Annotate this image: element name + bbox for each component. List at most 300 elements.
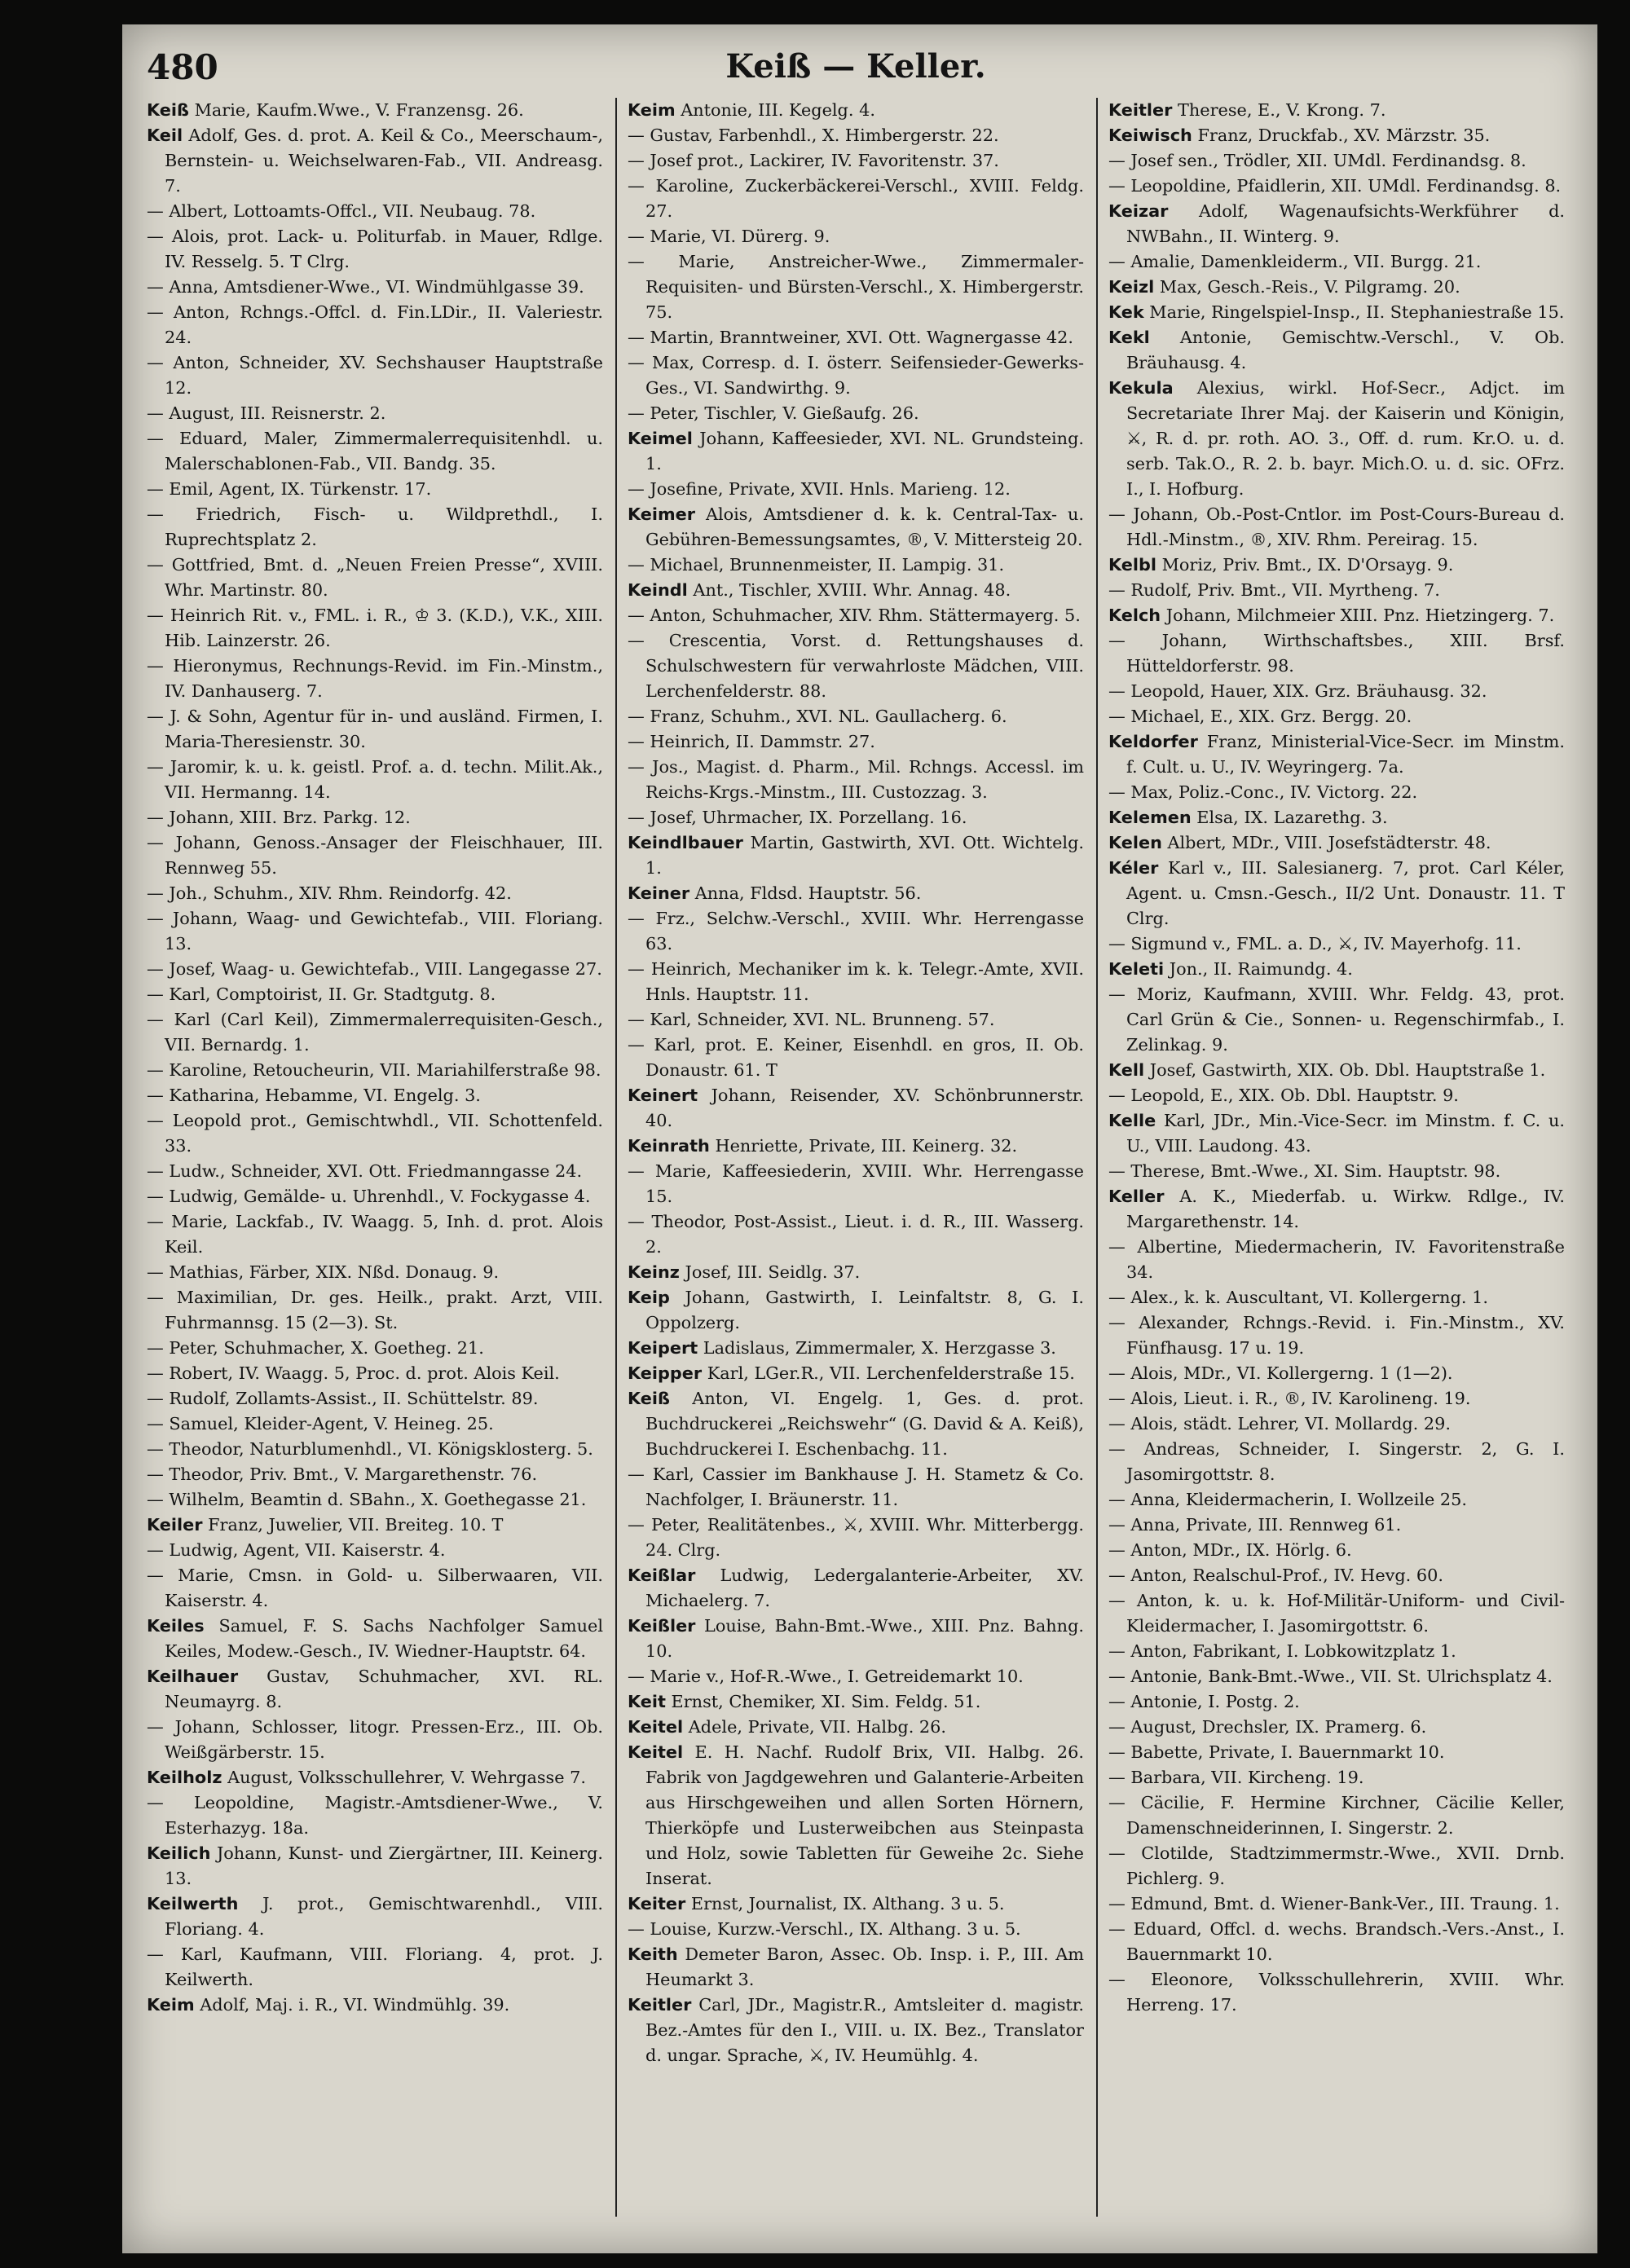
directory-entry <box>147 350 603 401</box>
directory-entry <box>1108 1917 1565 1967</box>
entry-text: — Karl, Kaufmann, VIII. Floriang. 4, prot. J. Keilwerth. <box>147 1944 603 1989</box>
directory-entry <box>147 1563 603 1614</box>
entry-headword: Keitler <box>1108 100 1173 120</box>
entry-headword: Keitel <box>628 1717 684 1737</box>
directory-entry <box>147 401 603 426</box>
entry-headword: Kelch <box>1108 606 1161 625</box>
entry-headword: Keip <box>628 1288 670 1307</box>
entry-text: — Barbara, VII. Kircheng. 19. <box>1108 1768 1364 1787</box>
entry-headword: Kekula <box>1108 378 1174 398</box>
directory-entry <box>1108 1437 1565 1487</box>
directory-entry <box>628 1513 1084 1563</box>
entry-text: Antonie, III. Kegelg. 4. <box>675 100 875 120</box>
entry-text: — Johann, Schlosser, litogr. Pressen-Erz., III. Ob. Weißgärberstr. 15. <box>147 1717 603 1762</box>
column-1 <box>147 98 603 2233</box>
entry-headword: Kelle <box>1108 1111 1156 1130</box>
entry-text: — Marie, Anstreicher-Wwe., Zimmermaler-Requisiten- und Bürsten-Verschl., X. Himbergerstr. 75. <box>628 252 1084 322</box>
directory-entry <box>147 1891 603 1942</box>
entry-text: — Heinrich, II. Dammstr. 27. <box>628 732 875 751</box>
entry-text: — Karl, Schneider, XVI. NL. Brunneng. 57. <box>628 1010 995 1029</box>
entry-text: Alexius, wirkl. Hof-Secr., Adjct. im Secretariate Ihrer Maj. der Kaiserin und Königin, ⚔, R. d. pr. roth. AO. 3., Off. d. rum. Kr.O. u. d. serb. Tak.O., R. 2. b. bayr. Mich.O. u. d. sic. OFrz. I., I. Hofburg. <box>1126 378 1565 499</box>
entry-text: Franz, Druckfab., XV. Märzstr. 35. <box>1192 126 1491 145</box>
entry-headword: Keindl <box>628 580 688 600</box>
directory-entry <box>147 502 603 553</box>
entry-headword: Keilhauer <box>147 1667 239 1686</box>
directory-entry <box>147 1487 603 1513</box>
directory-entry <box>628 1007 1084 1033</box>
entry-text: — Anton, Schuhmacher, XIV. Rhm. Stättermayerg. 5. <box>628 606 1081 625</box>
entry-text: — Josef, Waag- u. Gewichtefab., VIII. Langegasse 27. <box>147 959 602 979</box>
directory-entry <box>628 1563 1084 1614</box>
directory-entry <box>628 1209 1084 1260</box>
entry-text: — Alois, städt. Lehrer, VI. Mollardg. 29. <box>1108 1414 1451 1433</box>
entry-text: — Alois, prot. Lack- u. Politurfab. in Mauer, Rdlge. IV. Resselg. 5. T Clrg. <box>147 227 603 271</box>
entry-text: — Louise, Kurzw.-Verschl., IX. Althang. 3 u. 5. <box>628 1919 1021 1939</box>
directory-entry <box>1108 780 1565 805</box>
page-number: 480 <box>147 47 218 87</box>
directory-entry <box>1108 325 1565 376</box>
directory-entry <box>1108 1967 1565 2018</box>
directory-entry <box>147 1361 603 1386</box>
entry-text: — Anna, Amtsdiener-Wwe., VI. Windmühlgasse 39. <box>147 277 584 297</box>
entry-text: — Theodor, Post-Assist., Lieut. i. d. R., III. Wasserg. 2. <box>628 1212 1084 1257</box>
directory-entry <box>628 1740 1084 1891</box>
entry-headword: Keiwisch <box>1108 126 1192 145</box>
directory-entry <box>147 1108 603 1159</box>
entry-text: Gustav, Schuhmacher, XVI. RL. Neumayrg. 8. <box>165 1667 603 1711</box>
entry-text: — Leopold prot., Gemischtwhdl., VII. Schottenfeld. 33. <box>147 1111 603 1156</box>
entry-text: Johann, Reisender, XV. Schönbrunnerstr. 40. <box>645 1086 1084 1130</box>
directory-entry <box>147 1336 603 1361</box>
entry-text: — Therese, Bmt.-Wwe., XI. Sim. Hauptstr. 98. <box>1108 1161 1501 1181</box>
directory-entry <box>628 704 1084 729</box>
directory-entry <box>628 1285 1084 1336</box>
entry-text: Adolf, Ges. d. prot. A. Keil & Co., Meerschaum-, Bernstein- u. Weichselwaren-Fab., VII. Andreasg. 7. <box>165 126 603 196</box>
directory-entry <box>1108 275 1565 300</box>
entry-text: Franz, Juwelier, VII. Breiteg. 10. T <box>202 1515 504 1535</box>
entry-text: — Gustav, Farbenhdl., X. Himbergerstr. 22. <box>628 126 999 145</box>
entry-text: — Karl, Comptoirist, II. Gr. Stadtgutg. 8. <box>147 984 496 1004</box>
entry-text: — Ludwig, Gemälde- u. Uhrenhdl., V. Fockygasse 4. <box>147 1187 591 1206</box>
directory-entry <box>147 1260 603 1285</box>
directory-entry <box>147 1184 603 1209</box>
entry-text: Henriette, Private, III. Keinerg. 32. <box>709 1136 1018 1156</box>
entry-text: — Anton, Schneider, XV. Sechshauser Hauptstraße 12. <box>147 353 603 398</box>
entry-headword: Keldorfer <box>1108 732 1198 751</box>
directory-entry <box>1108 628 1565 679</box>
directory-entry <box>147 654 603 704</box>
entry-text: J. prot., Gemischtwarenhdl., VIII. Floriang. 4. <box>165 1894 603 1939</box>
entry-text: — Albertine, Miedermacherin, IV. Favoritenstraße 34. <box>1108 1237 1565 1282</box>
column-divider <box>1096 98 1098 2217</box>
column-3 <box>1108 98 1565 2233</box>
directory-entry <box>1108 1740 1565 1765</box>
entry-text: — Anna, Kleidermacherin, I. Wollzeile 25. <box>1108 1490 1468 1509</box>
entry-text: — Johann, Ob.-Post-Cntlor. im Post-Cours-Bureau d. Hdl.-Minstm., ®, XIV. Rhm. Pereirag. 15. <box>1108 504 1565 549</box>
entry-text: Moriz, Priv. Bmt., IX. D'Orsayg. 9. <box>1156 555 1454 575</box>
entry-text: — Anton, MDr., IX. Hörlg. 6. <box>1108 1540 1352 1560</box>
entry-text: Elsa, IX. Lazarethg. 3. <box>1191 808 1388 827</box>
directory-entry <box>1108 1841 1565 1891</box>
directory-entry <box>1108 830 1565 856</box>
entry-text: — Franz, Schuhm., XVI. NL. Gaullacherg. 6. <box>628 707 1007 726</box>
directory-entry <box>628 1159 1084 1209</box>
entry-text: Carl, JDr., Magistr.R., Amtsleiter d. magistr. Bez.-Amtes für den I., VIII. u. IX. Bez., Translator d. ungar. Sprache, ⚔, IV. Heumühlg. 4. <box>645 1995 1084 2065</box>
entry-text: — Antonie, I. Postg. 2. <box>1108 1692 1300 1711</box>
entry-text: Johann, Gastwirth, I. Leinfaltstr. 8, G. I. Oppolzerg. <box>645 1288 1084 1332</box>
directory-entry <box>1108 1310 1565 1361</box>
entry-headword: Keißlar <box>628 1566 696 1585</box>
directory-entry <box>147 275 603 300</box>
directory-entry <box>147 1790 603 1841</box>
directory-entry <box>147 906 603 957</box>
entry-text: August, Volksschullehrer, V. Wehrgasse 7. <box>222 1768 586 1787</box>
directory-entry <box>1108 300 1565 325</box>
directory-entry <box>628 1689 1084 1715</box>
directory-entry <box>147 1841 603 1891</box>
entry-text: Anna, Fldsd. Hauptstr. 56. <box>689 883 922 903</box>
entry-text: — Karoline, Zuckerbäckerei-Verschl., XVIII. Feldg. 27. <box>628 176 1084 221</box>
entry-text: — Josef prot., Lackirer, IV. Favoritenstr. 37. <box>628 151 999 170</box>
entry-text: Anton, VI. Engelg. 1, Ges. d. prot. Buchdruckerei „Reichswehr“ (G. David & A. Keiß), Buchdruckerei I. Eschenbachg. 11. <box>645 1389 1084 1459</box>
entry-text: — Rudolf, Zollamts-Assist., II. Schüttelstr. 89. <box>147 1389 539 1408</box>
entry-headword: Keißler <box>628 1616 696 1636</box>
directory-entry <box>1108 704 1565 729</box>
entry-headword: Keipert <box>628 1338 698 1358</box>
entry-text: — Josef, Uhrmacher, IX. Porzellang. 16. <box>628 808 967 827</box>
directory-entry <box>1108 1664 1565 1689</box>
directory-entry <box>628 123 1084 148</box>
directory-entry <box>628 881 1084 906</box>
entry-text: — Samuel, Kleider-Agent, V. Heineg. 25. <box>147 1414 494 1433</box>
entry-text: — Babette, Private, I. Bauernmarkt 10. <box>1108 1742 1445 1762</box>
directory-entry <box>628 1993 1084 2068</box>
entry-text: Ernst, Chemiker, XI. Sim. Feldg. 51. <box>665 1692 981 1711</box>
entry-headword: Kell <box>1108 1060 1145 1080</box>
directory-entry <box>628 426 1084 477</box>
entry-text: Demeter Baron, Assec. Ob. Insp. i. P., III. Am Heumarkt 3. <box>645 1944 1084 1989</box>
directory-entry <box>1108 578 1565 603</box>
entry-text: — Heinrich Rit. v., FML. i. R., ♔ 3. (K.D.), V.K., XIII. Hib. Lainzerstr. 26. <box>147 606 603 650</box>
entry-text: — Friedrich, Fisch- u. Wildprethdl., I. Ruprechtsplatz 2. <box>147 504 603 549</box>
directory-entry <box>1108 1285 1565 1310</box>
entry-text: — Eduard, Offcl. d. wechs. Brandsch.-Vers.-Anst., I. Bauernmarkt 10. <box>1108 1919 1565 1964</box>
entry-text: Martin, Gastwirth, XVI. Ott. Wichtelg. 1. <box>645 833 1084 878</box>
entry-text: — Johann, XIII. Brz. Parkg. 12. <box>147 808 411 827</box>
directory-entry <box>628 1386 1084 1462</box>
columns-container <box>147 98 1573 2233</box>
entry-headword: Keit <box>628 1692 666 1711</box>
directory-entry <box>147 1664 603 1715</box>
directory-entry <box>1108 1159 1565 1184</box>
entry-text: — Wilhelm, Beamtin d. SBahn., X. Goethegasse 21. <box>147 1490 587 1509</box>
directory-entry <box>147 957 603 982</box>
entry-headword: Keller <box>1108 1187 1165 1206</box>
directory-entry <box>628 957 1084 1007</box>
directory-entry <box>628 1715 1084 1740</box>
entry-headword: Keim <box>147 1995 195 2015</box>
entry-text: — Marie v., Hof-R.-Wwe., I. Getreidemarkt 10. <box>628 1667 1024 1686</box>
entry-headword: Keilwerth <box>147 1894 239 1913</box>
directory-entry <box>628 224 1084 249</box>
directory-entry <box>1108 199 1565 249</box>
directory-entry <box>1108 1689 1565 1715</box>
directory-entry <box>147 1715 603 1765</box>
directory-entry <box>1108 729 1565 780</box>
directory-entry <box>147 881 603 906</box>
directory-entry <box>147 199 603 224</box>
directory-entry <box>628 830 1084 881</box>
entry-text: — J. & Sohn, Agentur für in- und ausländ. Firmen, I. Maria-Theresienstr. 30. <box>147 707 603 751</box>
directory-entry <box>628 249 1084 325</box>
entry-headword: Kekl <box>1108 328 1150 347</box>
directory-entry <box>147 1007 603 1058</box>
directory-entry <box>147 1285 603 1336</box>
directory-entry <box>1108 376 1565 502</box>
directory-entry <box>1108 1790 1565 1841</box>
entry-headword: Keinrath <box>628 1136 710 1156</box>
entry-text: — Theodor, Priv. Bmt., V. Margarethenstr. 76. <box>147 1464 538 1484</box>
entry-text: — Eleonore, Volksschullehrerin, XVIII. Whr. Herreng. 17. <box>1108 1970 1565 2015</box>
entry-headword: Keizl <box>1108 277 1155 297</box>
entry-text: — Alex., k. k. Auscultant, VI. Kollergerng. 1. <box>1108 1288 1488 1307</box>
entry-headword: Keimer <box>628 504 696 524</box>
directory-entry <box>628 148 1084 174</box>
directory-entry <box>1108 805 1565 830</box>
entry-text: — Johann, Wirthschaftsbes., XIII. Brsf. Hütteldorferstr. 98. <box>1108 631 1565 676</box>
directory-entry <box>1108 502 1565 553</box>
entry-text: Adolf, Wagenaufsichts-Werkführer d. NWBahn., II. Winterg. 9. <box>1126 201 1565 246</box>
directory-entry <box>1108 1487 1565 1513</box>
directory-entry <box>147 704 603 755</box>
directory-entry <box>628 603 1084 628</box>
directory-entry <box>147 477 603 502</box>
entry-headword: Kéler <box>1108 858 1159 878</box>
entry-text: Karl, LGer.R., VII. Lerchenfelderstraße 15. <box>702 1363 1075 1383</box>
entry-text: Johann, Milchmeier XIII. Pnz. Hietzingerg. 7. <box>1161 606 1555 625</box>
entry-headword: Keiß <box>628 1389 670 1408</box>
directory-entry <box>1108 1235 1565 1285</box>
entry-text: Max, Gesch.-Reis., V. Pilgramg. 20. <box>1154 277 1460 297</box>
entry-text: — Johann, Waag- und Gewichtefab., VIII. Floriang. 13. <box>147 909 603 953</box>
directory-entry <box>147 1083 603 1108</box>
entry-text: Marie, Kaufm.Wwe., V. Franzensg. 26. <box>188 100 524 120</box>
entry-text: — Amalie, Damenkleiderm., VII. Burgg. 21. <box>1108 252 1482 271</box>
entry-headword: Keiter <box>628 1894 686 1913</box>
entry-headword: Keleti <box>1108 959 1165 979</box>
directory-entry <box>1108 1715 1565 1740</box>
entry-text: — Ludw., Schneider, XVI. Ott. Friedmanngasse 24. <box>147 1161 583 1181</box>
entry-headword: Keinz <box>628 1262 680 1282</box>
entry-text: — Karl, Cassier im Bankhause J. H. Stametz & Co. Nachfolger, I. Bräunerstr. 11. <box>628 1464 1084 1509</box>
entry-text: Louise, Bahn-Bmt.-Wwe., XIII. Pnz. Bahng. 10. <box>645 1616 1084 1661</box>
directory-entry <box>147 1538 603 1563</box>
page-header <box>147 47 1565 93</box>
entry-text: — Max, Poliz.-Conc., IV. Victorg. 22. <box>1108 782 1418 802</box>
entry-text: Johann, Kaffeesieder, XVI. NL. Grundsteing. 1. <box>645 429 1084 473</box>
entry-text: — Crescentia, Vorst. d. Rettungshauses d. Schulschwestern für verwahrloste Mädchen, VIII. Lerchenfelderstr. 88. <box>628 631 1084 701</box>
entry-text: — Rudolf, Priv. Bmt., VII. Myrtheng. 7. <box>1108 580 1440 600</box>
directory-entry <box>1108 1108 1565 1159</box>
directory-entry <box>628 805 1084 830</box>
entry-text: — Ludwig, Agent, VII. Kaiserstr. 4. <box>147 1540 446 1560</box>
directory-entry <box>628 1361 1084 1386</box>
directory-entry <box>628 1917 1084 1942</box>
entry-text: — Robert, IV. Waagg. 5, Proc. d. prot. Alois Keil. <box>147 1363 560 1383</box>
entry-text: — Alois, MDr., VI. Kollergerng. 1 (1—2). <box>1108 1363 1453 1383</box>
directory-entry <box>1108 174 1565 199</box>
entry-headword: Keiler <box>147 1515 203 1535</box>
directory-entry <box>1108 679 1565 704</box>
entry-text: — Katharina, Hebamme, VI. Engelg. 3. <box>147 1086 481 1105</box>
directory-entry <box>628 1033 1084 1083</box>
entry-text: — Anton, Fabrikant, I. Lobkowitzplatz 1. <box>1108 1641 1456 1661</box>
directory-entry <box>1108 98 1565 123</box>
entry-text: — August, Drechsler, IX. Pramerg. 6. <box>1108 1717 1427 1737</box>
entry-headword: Keimel <box>628 429 693 448</box>
directory-entry <box>1108 148 1565 174</box>
entry-text: — Sigmund v., FML. a. D., ⚔, IV. Mayerhofg. 11. <box>1108 934 1522 953</box>
entry-text: Albert, MDr., VIII. Josefstädterstr. 48. <box>1161 833 1491 852</box>
directory-entry <box>628 1336 1084 1361</box>
directory-entry <box>147 1411 603 1437</box>
directory-entry <box>147 1513 603 1538</box>
entry-text: — Karoline, Retoucheurin, VII. Mariahilferstraße 98. <box>147 1060 601 1080</box>
entry-text: — August, III. Reisnerstr. 2. <box>147 403 386 423</box>
directory-entry <box>1108 1538 1565 1563</box>
entry-text: — Edmund, Bmt. d. Wiener-Bank-Ver., III. Traung. 1. <box>1108 1894 1560 1913</box>
running-head: Keiß — Keller. <box>725 47 986 86</box>
directory-entry <box>1108 553 1565 578</box>
directory-entry <box>628 98 1084 123</box>
entry-text: — Moriz, Kaufmann, XVIII. Whr. Feldg. 43, prot. Carl Grün & Cie., Sonnen- u. Regenschirmfab., I. Zelinkag. 9. <box>1108 984 1565 1055</box>
directory-entry <box>147 553 603 603</box>
directory-entry <box>628 350 1084 401</box>
directory-entry <box>628 578 1084 603</box>
entry-text: — Gottfried, Bmt. d. „Neuen Freien Presse“, XVIII. Whr. Martinstr. 80. <box>147 555 603 600</box>
entry-headword: Keipper <box>628 1363 703 1383</box>
entry-text: Karl v., III. Salesianerg. 7, prot. Carl Kéler, Agent. u. Cmsn.-Gesch., II/2 Unt. Donaustr. 11. T Clrg. <box>1126 858 1565 928</box>
entry-headword: Keiles <box>147 1616 205 1636</box>
directory-entry <box>628 401 1084 426</box>
entry-text: Antonie, Gemischtw.-Verschl., V. Ob. Bräuhausg. 4. <box>1126 328 1565 372</box>
directory-entry <box>1108 982 1565 1058</box>
directory-entry <box>147 1765 603 1790</box>
entry-text: — Anton, Rchngs.-Offcl. d. Fin.LDir., II. Valeriestr. 24. <box>147 302 603 347</box>
directory-entry <box>147 1993 603 2018</box>
entry-text: — Albert, Lottoamts-Offcl., VII. Neubaug. 78. <box>147 201 536 221</box>
directory-entry <box>147 300 603 350</box>
entry-text: Josef, III. Seidlg. 37. <box>679 1262 861 1282</box>
entry-headword: Keitel <box>628 1742 684 1762</box>
directory-entry <box>1108 1058 1565 1083</box>
entry-text: — Cäcilie, F. Hermine Kirchner, Cäcilie Keller, Damenschneiderinnen, I. Singerstr. 2. <box>1108 1793 1565 1838</box>
entry-text: — Max, Corresp. d. I. österr. Seifensieder-Gewerks-Ges., VI. Sandwirthg. 9. <box>628 353 1084 398</box>
directory-entry <box>628 1260 1084 1285</box>
directory-entry <box>1108 1184 1565 1235</box>
directory-entry <box>628 1083 1084 1134</box>
entry-text: — Leopold, E., XIX. Ob. Dbl. Hauptstr. 9. <box>1108 1086 1459 1105</box>
entry-headword: Kek <box>1108 302 1144 322</box>
directory-entry <box>1108 1083 1565 1108</box>
entry-text: — Andreas, Schneider, I. Singerstr. 2, G. I. Jasomirgottstr. 8. <box>1108 1439 1565 1484</box>
entry-text: — Anton, Realschul-Prof., IV. Hevg. 60. <box>1108 1566 1443 1585</box>
entry-text: — Johann, Genoss.-Ansager der Fleischhauer, III. Rennweg 55. <box>147 833 603 878</box>
entry-text: — Maximilian, Dr. ges. Heilk., prakt. Arzt, VIII. Fuhrmannsg. 15 (2—3). St. <box>147 1288 603 1332</box>
directory-entry <box>628 906 1084 957</box>
entry-headword: Keim <box>628 100 676 120</box>
directory-entry <box>1108 1361 1565 1386</box>
directory-entry <box>628 553 1084 578</box>
directory-entry <box>1108 1386 1565 1411</box>
entry-headword: Keinert <box>628 1086 698 1105</box>
entry-text: Adolf, Maj. i. R., VI. Windmühlg. 39. <box>194 1995 510 2015</box>
entry-text: — Marie, VI. Dürerg. 9. <box>628 227 830 246</box>
entry-text: Alois, Amtsdiener d. k. k. Central-Tax- u. Gebühren-Bemessungsamtes, ®, V. Mittersteig 20. <box>645 504 1084 549</box>
entry-text: — Eduard, Maler, Zimmermalerrequisitenhdl. u. Malerschablonen-Fab., VII. Bandg. 35. <box>147 429 603 473</box>
directory-entry <box>628 628 1084 704</box>
directory-entry <box>147 1942 603 1993</box>
directory-entry <box>1108 123 1565 148</box>
entry-text: — Marie, Lackfab., IV. Waagg. 5, Inh. d. prot. Alois Keil. <box>147 1212 603 1257</box>
entry-text: Adele, Private, VII. Halbg. 26. <box>683 1717 947 1737</box>
directory-entry <box>147 603 603 654</box>
directory-entry <box>628 729 1084 755</box>
entry-text: — Heinrich, Mechaniker im k. k. Telegr.-Amte, XVII. Hnls. Hauptstr. 11. <box>628 959 1084 1004</box>
directory-entry <box>147 1209 603 1260</box>
entry-text: — Peter, Tischler, V. Gießaufg. 26. <box>628 403 919 423</box>
entry-text: — Joh., Schuhm., XIV. Rhm. Reindorfg. 42. <box>147 883 512 903</box>
entry-text: Jon., II. Raimundg. 4. <box>1164 959 1353 979</box>
entry-text: — Martin, Branntweiner, XVI. Ott. Wagnergasse 42. <box>628 328 1073 347</box>
directory-entry <box>628 502 1084 553</box>
entry-text: — Peter, Realitätenbes., ⚔, XVIII. Whr. Mitterbergg. 24. Clrg. <box>628 1515 1084 1560</box>
entry-headword: Keilich <box>147 1843 211 1863</box>
entry-text: — Karl (Carl Keil), Zimmermalerrequisiten-Gesch., VII. Bernardg. 1. <box>147 1010 603 1055</box>
directory-entry <box>628 477 1084 502</box>
entry-text: — Michael, E., XIX. Grz. Bergg. 20. <box>1108 707 1412 726</box>
entry-headword: Keiner <box>628 883 690 903</box>
directory-entry <box>147 1386 603 1411</box>
directory-entry <box>628 1664 1084 1689</box>
column-2 <box>628 98 1084 2233</box>
directory-entry <box>628 1462 1084 1513</box>
entry-headword: Keith <box>628 1944 678 1964</box>
directory-entry <box>147 1437 603 1462</box>
directory-entry <box>1108 1563 1565 1588</box>
entry-text: — Jaromir, k. u. k. geistl. Prof. a. d. techn. Milit.Ak., VII. Hermanng. 14. <box>147 757 603 802</box>
entry-text: Karl, JDr., Min.-Vice-Secr. im Minstm. f. C. u. U., VIII. Laudong. 43. <box>1126 1111 1565 1156</box>
directory-entry <box>147 1159 603 1184</box>
directory-entry <box>147 830 603 881</box>
directory-entry <box>1108 1513 1565 1538</box>
entry-text: — Frz., Selchw.-Verschl., XVIII. Whr. Herrengasse 63. <box>628 909 1084 953</box>
entry-text: — Jos., Magist. d. Pharm., Mil. Rchngs. Accessl. im Reichs-Krgs.-Minstm., III. Custozzag. 3. <box>628 757 1084 802</box>
entry-text: — Marie, Kaffeesiederin, XVIII. Whr. Herrengasse 15. <box>628 1161 1084 1206</box>
entry-text: Ludwig, Ledergalanterie-Arbeiter, XV. Michaelerg. 7. <box>645 1566 1084 1610</box>
entry-text: Ant., Tischler, XVIII. Whr. Annag. 48. <box>687 580 1011 600</box>
directory-entry <box>147 755 603 805</box>
entry-text: Franz, Ministerial-Vice-Secr. im Minstm. f. Cult. u. U., IV. Weyringerg. 7a. <box>1126 732 1565 777</box>
entry-text: A. K., Miederfab. u. Wirkw. Rdlge., IV. Margarethenstr. 14. <box>1126 1187 1565 1231</box>
entry-text: Therese, E., V. Krong. 7. <box>1172 100 1386 120</box>
entry-text: — Antonie, Bank-Bmt.-Wwe., VII. St. Ulrichsplatz 4. <box>1108 1667 1553 1686</box>
directory-entry <box>628 1614 1084 1664</box>
directory-entry <box>1108 1639 1565 1664</box>
directory-entry <box>1108 1588 1565 1639</box>
entry-text: — Marie, Cmsn. in Gold- u. Silberwaaren, VII. Kaiserstr. 4. <box>147 1566 603 1610</box>
entry-text: — Anton, k. u. k. Hof-Militär-Uniform- und Civil-Kleidermacher, I. Jasomirgottstr. 6. <box>1108 1591 1565 1636</box>
